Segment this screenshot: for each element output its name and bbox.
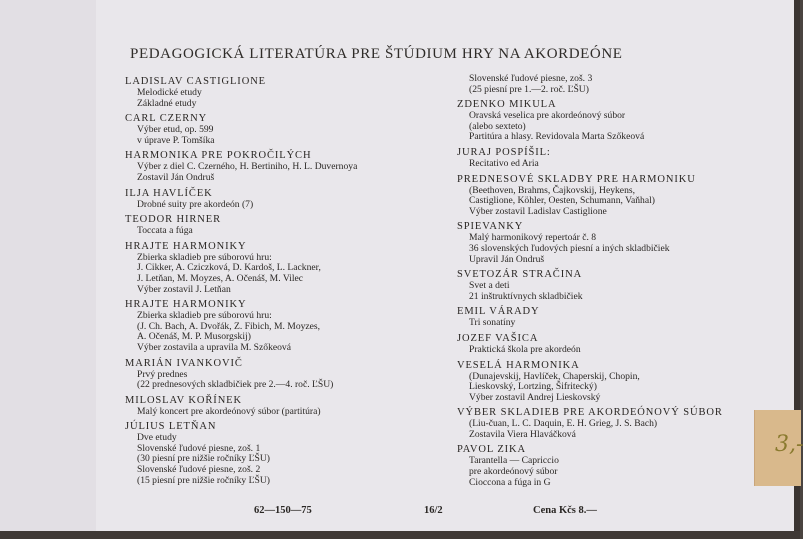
entry-line: (22 prednesových skladbičiek pre 2.—4. roč. ĽŠU): [137, 379, 334, 391]
entry-author: ZDENKO MIKULA: [457, 99, 557, 111]
entry-line: Svet a deti: [469, 280, 510, 292]
entry-line: Základné etudy: [137, 97, 197, 109]
entry-line: J. Cikker, A. Cziczková, D. Kardoš, L. Lackner,: [137, 262, 321, 274]
entry-line: Výber zostavila a upravila M. Szőkeová: [137, 341, 291, 353]
entry-line: Lieskovský, Lortzing, Šifritecký): [469, 381, 597, 393]
entry-author: JURAJ POSPÍŠIL:: [457, 146, 551, 158]
entry-line: (Dunajevskij, Havlíček, Chaperskij, Chopin,: [469, 370, 640, 382]
entry-line: (30 piesní pre nižšie ročníky ĽŠU): [137, 453, 270, 465]
entry-line: (alebo sexteto): [469, 120, 526, 132]
catalog-entry: [457, 333, 797, 356]
entry-line: (Beethoven, Brahms, Čajkovskij, Heykens,: [469, 184, 635, 196]
entry-author: LADISLAV CASTIGLIONE: [125, 76, 266, 87]
entry-line: Prvý prednes: [137, 368, 188, 380]
catalog-entry: [125, 395, 465, 418]
entry-author: JÚLIUS LETŇAN: [125, 421, 217, 433]
catalog-entry: [457, 147, 797, 170]
entry-author: PAVOL ZIKA: [457, 444, 526, 456]
page-title: PEDAGOGICKÁ LITERATÚRA PRE ŠTÚDIUM HRY NA AKORDEÓNE: [130, 46, 623, 62]
entry-line: Malý harmonikový repertoár č. 8: [469, 232, 597, 244]
entry-line: (Liu-čuan, L. C. Daquin, E. H. Grieg, J. S. Bach): [469, 418, 658, 430]
entry-author: VÝBER SKLADIEB PRE AKORDEÓNOVÝ SÚBOR: [457, 407, 723, 419]
entry-line: Slovenské ľudové piesne, zoš. 1: [137, 442, 261, 454]
catalog-entry: [125, 241, 465, 295]
catalog-entry: [457, 174, 797, 218]
catalog-entry: [457, 221, 797, 265]
catalog-entry: [457, 74, 797, 95]
entry-author: ILJA HAVLÍČEK: [125, 187, 213, 199]
entry-line: Castiglione, Köhler, Oesten, Schumann, Vaňhal): [469, 195, 655, 207]
entry-line: 36 slovenských ľudových piesní a iných skladbičiek: [469, 242, 670, 254]
entry-author: HRAJTE HARMONIKY: [125, 240, 247, 252]
entry-line: Výber zostavil Ladislav Castiglione: [469, 205, 607, 217]
catalog-entry: [125, 214, 465, 237]
catalog-entry: [125, 113, 465, 146]
entry-author: HARMONIKA PRE POKROČILÝCH: [125, 150, 312, 162]
catalog-entry: [457, 407, 797, 440]
price-sticker: [754, 410, 801, 486]
entry-line: Výber zostavil Andrej Lieskovský: [469, 391, 601, 403]
entry-line: Melodické etudy: [137, 87, 202, 98]
entry-author: HRAJTE HARMONIKY: [125, 299, 247, 311]
entry-author: VESELÁ HARMONIKA: [457, 359, 580, 371]
catalog-entry: [125, 188, 465, 211]
entry-author: MILOSLAV KOŘÍNEK: [125, 394, 242, 406]
entry-line: (25 piesní pre 1.—2. roč. ĽŠU): [469, 83, 589, 95]
entry-line: Zostavila Viera Hlaváčková: [469, 428, 576, 440]
entry-line: (J. Ch. Bach, A. Dvořák, Z. Fibich, M. Moyzes,: [137, 320, 321, 332]
entry-line: Zbierka skladieb pre súborovú hru:: [137, 251, 272, 263]
catalog-entry: [457, 269, 797, 302]
entry-line: Dve etudy: [137, 432, 177, 444]
entry-author: TEODOR HIRNER: [125, 214, 221, 226]
catalog-entry: [457, 306, 797, 329]
entry-line: Upravil Ján Ondruš: [469, 253, 545, 265]
entry-author: EMIL VÁRADY: [457, 306, 540, 318]
catalog-entry: [457, 444, 797, 488]
right-column: [457, 74, 797, 492]
catalog-entry: [125, 299, 465, 353]
footer-price: Cena Kčs 8.—: [533, 505, 597, 516]
catalog-entry: [125, 150, 465, 183]
entry-line: 21 inštruktívnych skladbičiek: [469, 290, 583, 302]
entry-line: Partitúra a hlasy. Revidovala Marta Szőkeová: [469, 131, 645, 143]
entry-line: Slovenské ľudové piesne, zoš. 3: [469, 73, 593, 84]
page-edge-bottom: [0, 531, 800, 539]
entry-author: SPIEVANKY: [457, 221, 524, 233]
entry-line: Výber etud, op. 599: [137, 124, 214, 136]
entry-line: Výber zostavil J. Letňan: [137, 283, 231, 295]
entry-line: Drobné suity pre akordeón (7): [137, 198, 254, 210]
entry-author: CARL CZERNY: [125, 113, 208, 125]
entry-author: PREDNESOVÉ SKLADBY PRE HARMONIKU: [457, 173, 696, 185]
footer-number: 16/2: [424, 505, 443, 516]
entry-line: Toccata a fúga: [137, 225, 193, 237]
entry-line: Zostavil Ján Ondruš: [137, 171, 215, 183]
entry-line: Praktická škola pre akordeón: [469, 343, 581, 355]
entry-author: MARIÁN IVANKOVIČ: [125, 357, 243, 369]
entry-line: (15 piesní pre nižšie ročníky ĽŠU): [137, 474, 270, 486]
entry-line: Výber z diel C. Czerného, H. Bertiniho, H. L. Duvernoya: [137, 161, 358, 173]
entry-line: Recitativo ed Aria: [469, 157, 539, 169]
entry-line: pre akordeónový súbor: [469, 466, 558, 478]
catalog-entry: [125, 76, 465, 109]
catalog-entry: [125, 358, 465, 391]
entry-author: JOZEF VAŠICA: [457, 332, 539, 344]
entry-line: J. Letňan, M. Moyzes, A. Očenáš, M. Vilec: [137, 272, 304, 284]
price-sticker-text: 3,-: [775, 432, 803, 457]
entry-line: Tarantella — Capriccio: [469, 455, 559, 467]
entry-line: Tri sonatíny: [469, 317, 516, 329]
entry-line: A. Očenáš, M. P. Musorgskij): [137, 331, 251, 343]
entry-line: Cioccona a fúga in G: [469, 476, 551, 488]
catalog-entry: [457, 99, 797, 143]
entry-author: SVETOZÁR STRAČINA: [457, 269, 583, 281]
entry-line: Zbierka skladieb pre súborovú hru:: [137, 310, 272, 322]
catalog-entry: [457, 360, 797, 404]
entry-line: Malý koncert pre akordeónový súbor (partitúra): [137, 405, 321, 417]
entry-line: Slovenské ľudové piesne, zoš. 2: [137, 464, 261, 476]
footer-code: 62—150—75: [254, 505, 312, 516]
entry-line: v úprave P. Tomšíka: [137, 134, 215, 146]
left-column: [125, 76, 465, 490]
catalog-entry: [125, 421, 465, 486]
entry-line: Oravská veselica pre akordeónový súbor: [469, 110, 626, 122]
